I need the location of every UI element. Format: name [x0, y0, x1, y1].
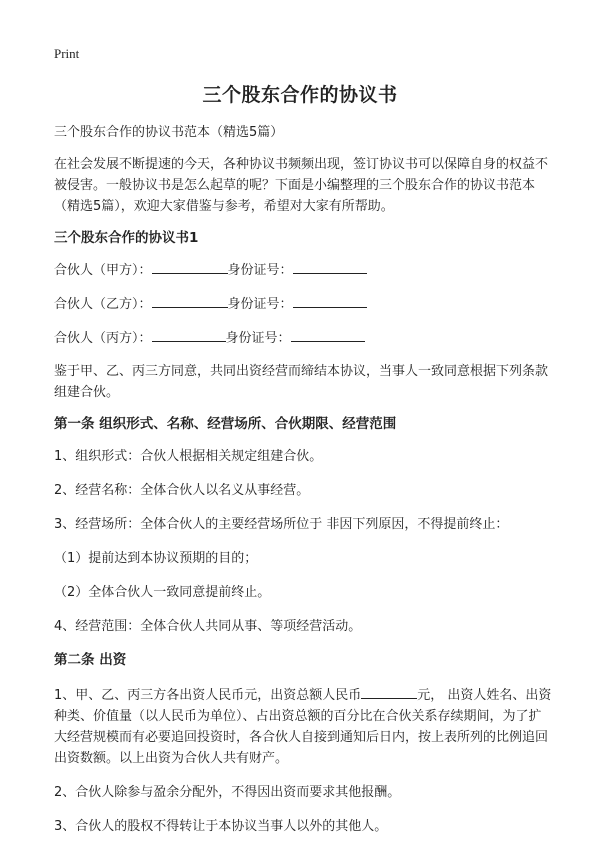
print-link[interactable]: Print — [54, 46, 80, 61]
id-label: 身份证号： — [227, 263, 293, 278]
party-line-jia — [54, 259, 554, 281]
party-label: 合伙人（乙方）： — [54, 297, 152, 312]
article1-item: 4、经营范围：全体合伙人共同从事、等项经营活动。 — [54, 619, 362, 634]
article2-item1-rest: 元， 出资人姓名、出资种类、价值量（以人民币为单位）、占出资总额的百分比在合伙关系存续期间，为了扩大经营规模而有必要追回投资时，各合伙人自接到通知后日内，按上表所列的比例追回出资数额。以上出资为合伙人共有财产。 — [54, 688, 552, 766]
article1-heading: 第一条 组织形式、名称、经营场所、合伙期限、经营范围 — [54, 416, 397, 432]
document-title: 三个股东合作的协议书 — [202, 84, 398, 106]
name-blank — [152, 259, 228, 274]
id-blank — [293, 293, 367, 308]
party-label: 合伙人（甲方）： — [54, 263, 152, 278]
party-line-bing — [54, 327, 554, 349]
amount-blank — [361, 684, 417, 699]
id-label: 身份证号： — [225, 331, 291, 346]
section-heading-1: 三个股东合作的协议书1 — [54, 230, 199, 246]
article1-item: 1、组织形式：合伙人根据相关规定组建合伙。 — [54, 449, 323, 464]
article1-item: 2、经营名称：全体合伙人以名义从事经营。 — [54, 483, 310, 498]
article2-item-3: 3、合伙人的股权不得转让于本协议当事人以外的其他人。 — [54, 819, 388, 834]
article2-item1-start: 1、甲、乙、丙三方各出资人民币元，出资总额人民币 — [54, 688, 362, 703]
id-blank — [291, 327, 365, 342]
document-body — [54, 122, 554, 850]
preamble-paragraph: 鉴于甲、乙、丙三方同意，共同出资经营而缔结本协议，当事人一致同意根据下列条款组建合伙。 — [54, 364, 549, 400]
name-blank — [152, 327, 226, 342]
party-label: 合伙人（丙方）： — [54, 331, 152, 346]
id-label: 身份证号： — [227, 297, 293, 312]
document-subtitle: 三个股东合作的协议书范本（精选5篇） — [54, 125, 284, 140]
id-blank — [293, 259, 367, 274]
name-blank — [152, 293, 228, 308]
article2-item-1 — [54, 684, 554, 769]
article1-item: （2）全体合伙人一致同意提前终止。 — [54, 585, 271, 600]
party-line-yi — [54, 293, 554, 315]
article1-item: 3、经营场所：全体合伙人的主要经营场所位于 非因下列原因，不得提前终止： — [54, 517, 509, 532]
article2-heading: 第二条 出资 — [54, 652, 127, 668]
intro-paragraph: 在社会发展不断提速的今天，各种协议书频频出现，签订协议书可以保障自身的权益不被侵害。一般协议书是怎么起草的呢？下面是小编整理的三个股东合作的协议书范本（精选5篇），欢迎大家借鉴与参考，希望对大家有所帮助。 — [54, 157, 549, 214]
article1-item: （1）提前达到本协议预期的目的； — [54, 551, 258, 566]
article2-item-2: 2、合伙人除参与盈余分配外，不得因出资而要求其他报酬。 — [54, 785, 401, 800]
